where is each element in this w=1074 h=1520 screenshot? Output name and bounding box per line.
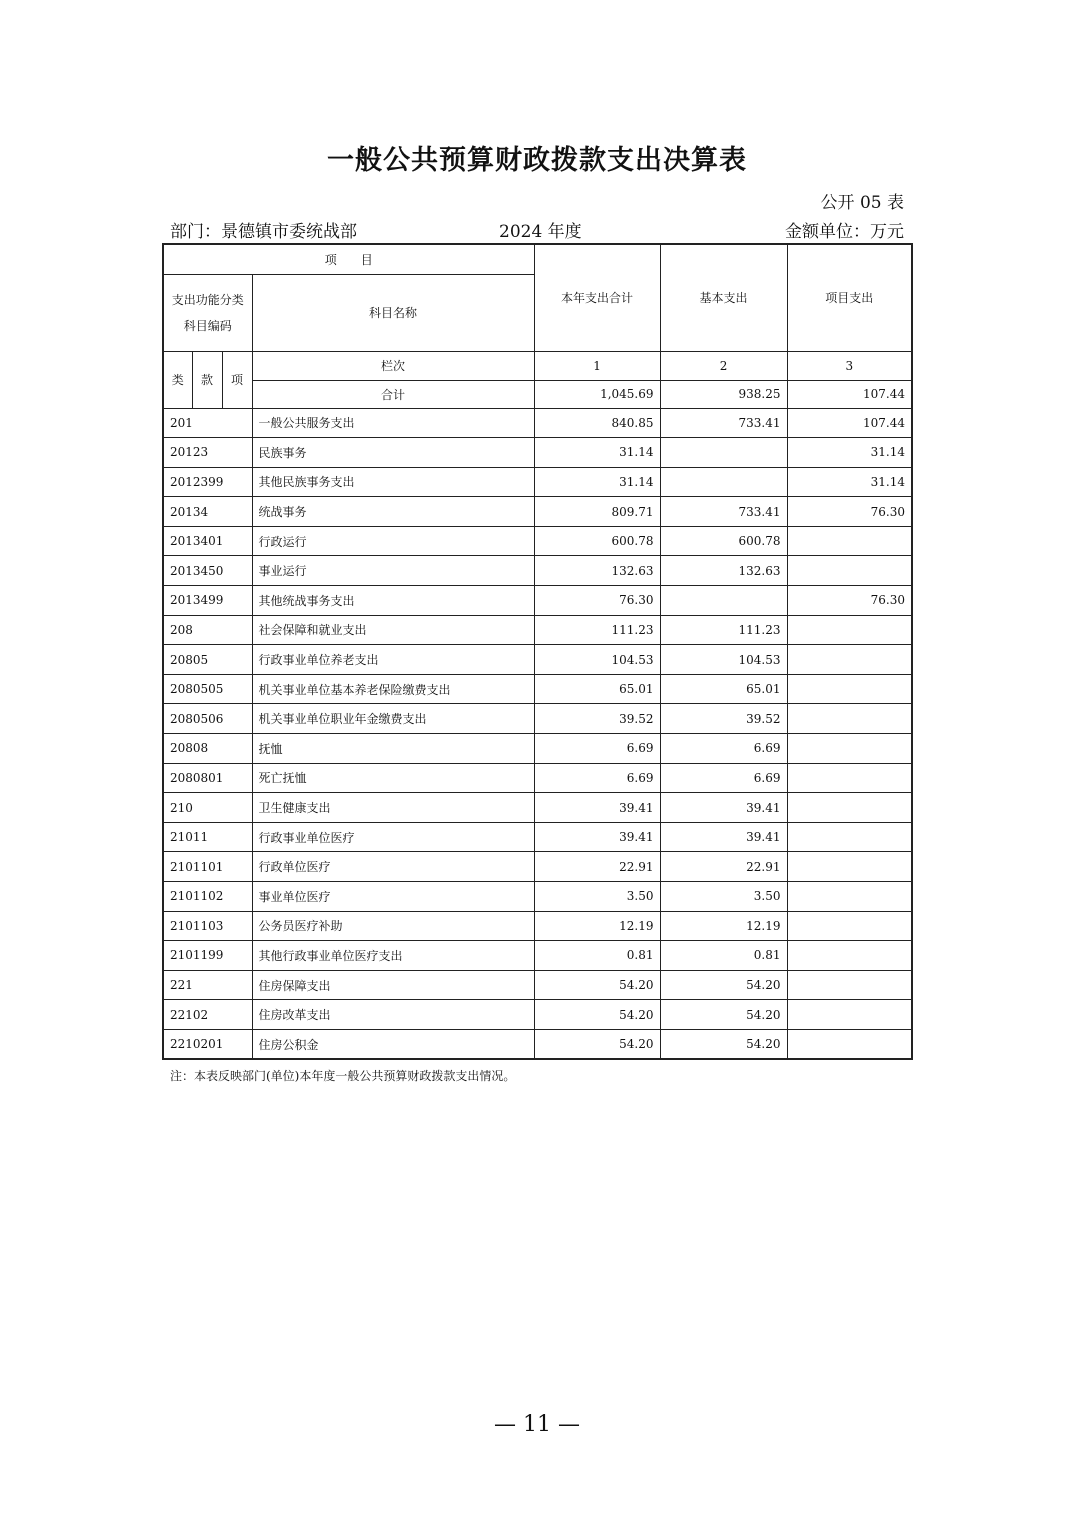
row-total: 22.91: [534, 852, 660, 882]
sum-total: 1,045.69: [534, 380, 660, 408]
row-total: 12.19: [534, 911, 660, 941]
table-row: [163, 1029, 912, 1059]
row-basic: [660, 586, 787, 616]
table-row: [163, 763, 912, 793]
row-total: 39.41: [534, 822, 660, 852]
row-basic: 54.20: [660, 1029, 787, 1059]
row-name: 机关事业单位基本养老保险缴费支出: [252, 674, 534, 704]
table-row: [163, 645, 912, 675]
row-basic: 39.41: [660, 793, 787, 823]
row-name: 行政事业单位养老支出: [252, 645, 534, 675]
table-row: [163, 970, 912, 1000]
header-lanci: 栏次: [252, 351, 534, 380]
row-name: 住房改革支出: [252, 1000, 534, 1030]
table-row: [163, 734, 912, 764]
sum-project: 107.44: [787, 380, 912, 408]
table-row: [163, 615, 912, 645]
table-row: [163, 852, 912, 882]
row-total: 6.69: [534, 734, 660, 764]
row-basic: 39.41: [660, 822, 787, 852]
row-code: 221: [163, 970, 252, 1000]
row-code: 20805: [163, 645, 252, 675]
table-row: [163, 822, 912, 852]
header-col2: 2: [660, 351, 787, 380]
row-basic: 54.20: [660, 1000, 787, 1030]
row-code: 2013401: [163, 526, 252, 556]
table-row: [163, 941, 912, 971]
row-basic: 65.01: [660, 674, 787, 704]
table-row: [163, 467, 912, 497]
page-title: 一般公共预算财政拨款支出决算表: [327, 145, 747, 176]
row-code: 2101102: [163, 882, 252, 912]
row-basic: 39.52: [660, 704, 787, 734]
row-name: 事业运行: [252, 556, 534, 586]
row-name: 其他民族事务支出: [252, 467, 534, 497]
row-name: 死亡抚恤: [252, 763, 534, 793]
row-name: 机关事业单位职业年金缴费支出: [252, 704, 534, 734]
row-name: 一般公共服务支出: [252, 408, 534, 438]
row-name: 其他统战事务支出: [252, 586, 534, 616]
row-code: 210: [163, 793, 252, 823]
row-basic: 104.53: [660, 645, 787, 675]
row-total: 600.78: [534, 526, 660, 556]
row-project: [787, 763, 912, 793]
row-total: 54.20: [534, 1000, 660, 1030]
row-project: [787, 911, 912, 941]
row-total: 809.71: [534, 497, 660, 527]
row-project: [787, 1029, 912, 1059]
table-row: [163, 674, 912, 704]
row-project: [787, 1000, 912, 1030]
row-total: 54.20: [534, 1029, 660, 1059]
row-total: 39.41: [534, 793, 660, 823]
row-basic: 132.63: [660, 556, 787, 586]
row-code: 20123: [163, 438, 252, 468]
row-basic: 6.69: [660, 734, 787, 764]
row-code: 2013450: [163, 556, 252, 586]
header-col3: 3: [787, 351, 912, 380]
header-xiang: 项: [222, 351, 252, 408]
row-basic: 12.19: [660, 911, 787, 941]
department-label: 部门：景德镇市委统战部: [170, 222, 357, 242]
header-project: 项目支出: [787, 244, 912, 351]
row-name: 卫生健康支出: [252, 793, 534, 823]
row-project: [787, 674, 912, 704]
page-number: — 11 —: [494, 1412, 580, 1437]
table-row: [163, 408, 912, 438]
row-total: 840.85: [534, 408, 660, 438]
table-row: [163, 586, 912, 616]
row-project: [787, 970, 912, 1000]
row-project: [787, 615, 912, 645]
row-code: 2101101: [163, 852, 252, 882]
row-code: 2012399: [163, 467, 252, 497]
row-basic: 54.20: [660, 970, 787, 1000]
row-total: 65.01: [534, 674, 660, 704]
row-total: 54.20: [534, 970, 660, 1000]
row-project: [787, 941, 912, 971]
row-code: 2080505: [163, 674, 252, 704]
row-name: 公务员医疗补助: [252, 911, 534, 941]
row-code: 2080506: [163, 704, 252, 734]
row-code: 2101199: [163, 941, 252, 971]
row-project: 31.14: [787, 438, 912, 468]
header-basic: 基本支出: [660, 244, 787, 351]
row-project: [787, 734, 912, 764]
row-name: 住房保障支出: [252, 970, 534, 1000]
form-number: 公开 05 表: [820, 193, 904, 213]
row-project: [787, 793, 912, 823]
row-name: 民族事务: [252, 438, 534, 468]
table-row: [163, 911, 912, 941]
row-total: 31.14: [534, 438, 660, 468]
row-total: 132.63: [534, 556, 660, 586]
row-code: 208: [163, 615, 252, 645]
row-total: 104.53: [534, 645, 660, 675]
row-project: [787, 556, 912, 586]
row-name: 住房公积金: [252, 1029, 534, 1059]
table-row: [163, 704, 912, 734]
sum-row: [163, 380, 912, 408]
row-total: 6.69: [534, 763, 660, 793]
row-basic: 600.78: [660, 526, 787, 556]
row-code: 21011: [163, 822, 252, 852]
header-code-group: 支出功能分类 科目编码: [163, 274, 252, 351]
row-project: [787, 704, 912, 734]
table-row: [163, 793, 912, 823]
row-basic: 111.23: [660, 615, 787, 645]
row-basic: [660, 467, 787, 497]
header-item: 项 目: [163, 244, 534, 274]
fiscal-year-label: 2024 年度: [499, 222, 582, 242]
row-project: [787, 645, 912, 675]
row-name: 社会保障和就业支出: [252, 615, 534, 645]
header-col1: 1: [534, 351, 660, 380]
row-code: 20808: [163, 734, 252, 764]
row-name: 行政运行: [252, 526, 534, 556]
table-row: [163, 526, 912, 556]
row-total: 111.23: [534, 615, 660, 645]
amount-unit-label: 金额单位：万元: [785, 222, 904, 242]
table-row: [163, 556, 912, 586]
row-code: 2101103: [163, 911, 252, 941]
row-basic: 3.50: [660, 882, 787, 912]
row-name: 行政单位医疗: [252, 852, 534, 882]
table-row: [163, 882, 912, 912]
row-name: 统战事务: [252, 497, 534, 527]
expenditure-table: [162, 243, 913, 1060]
row-name: 行政事业单位医疗: [252, 822, 534, 852]
header-kuan: 款: [192, 351, 222, 408]
row-basic: 733.41: [660, 497, 787, 527]
row-project: 76.30: [787, 497, 912, 527]
row-name: 其他行政事业单位医疗支出: [252, 941, 534, 971]
row-total: 0.81: [534, 941, 660, 971]
row-project: [787, 882, 912, 912]
row-basic: 733.41: [660, 408, 787, 438]
header-row-item: [163, 244, 912, 274]
header-row-lanci: [163, 351, 912, 380]
row-code: 2210201: [163, 1029, 252, 1059]
table-row: [163, 497, 912, 527]
table-note: 注：本表反映部门(单位)本年度一般公共预算财政拨款支出情况。: [170, 1069, 516, 1083]
row-name: 抚恤: [252, 734, 534, 764]
row-project: [787, 852, 912, 882]
row-total: 76.30: [534, 586, 660, 616]
header-name: 科目名称: [252, 274, 534, 351]
row-project: 107.44: [787, 408, 912, 438]
table-row: [163, 438, 912, 468]
row-project: [787, 526, 912, 556]
row-code: 20134: [163, 497, 252, 527]
sum-basic: 938.25: [660, 380, 787, 408]
header-lei: 类: [163, 351, 192, 408]
row-code: 201: [163, 408, 252, 438]
row-total: 31.14: [534, 467, 660, 497]
row-project: [787, 822, 912, 852]
row-basic: 6.69: [660, 763, 787, 793]
sum-label: 合计: [252, 380, 534, 408]
header-total: 本年支出合计: [534, 244, 660, 351]
row-code: 2013499: [163, 586, 252, 616]
row-total: 39.52: [534, 704, 660, 734]
row-basic: 0.81: [660, 941, 787, 971]
row-project: 76.30: [787, 586, 912, 616]
row-code: 2080801: [163, 763, 252, 793]
row-name: 事业单位医疗: [252, 882, 534, 912]
row-code: 22102: [163, 1000, 252, 1030]
row-basic: [660, 438, 787, 468]
row-total: 3.50: [534, 882, 660, 912]
table-row: [163, 1000, 912, 1030]
row-basic: 22.91: [660, 852, 787, 882]
row-project: 31.14: [787, 467, 912, 497]
